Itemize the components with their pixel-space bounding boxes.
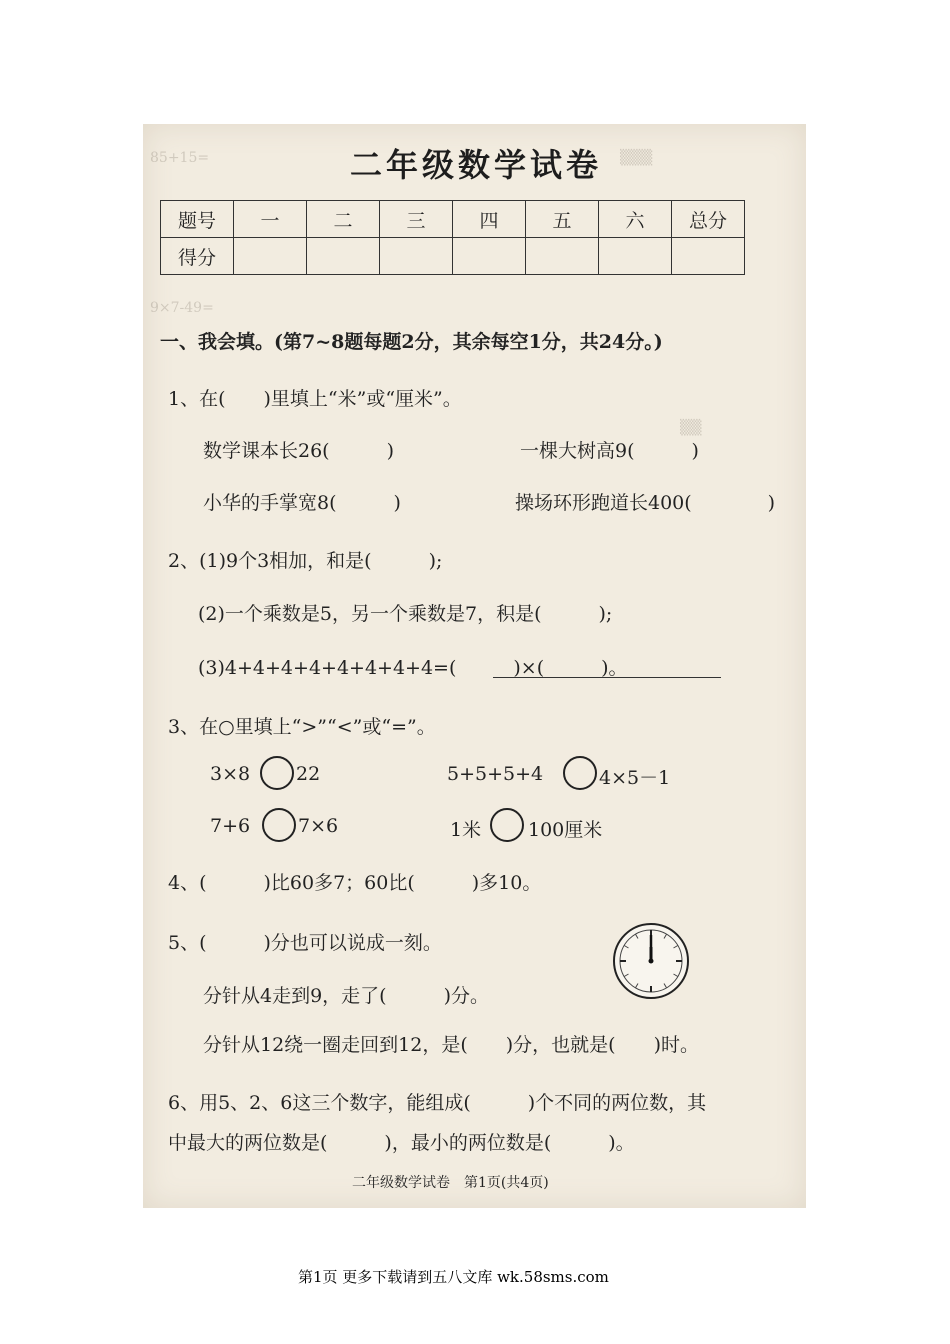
score-table-score-row [161,238,745,275]
compare-circle[interactable] [490,808,524,842]
score-cell[interactable] [380,238,453,275]
question-5a: 分针从4走到9，走了( )分。 [203,985,490,1007]
question-6-line1: 6、用5、2、6这三个数字，能组成( )个不同的两位数，其 [168,1092,707,1114]
compare-3d-right: 100厘米 [528,819,603,841]
question-4: 4、( )比60多7；60比( )多10。 [168,872,542,894]
compare-3c-left: 7+6 [210,815,251,837]
compare-3b-left: 5+5+5+4 [447,763,544,785]
clock-icon [612,922,690,1000]
compare-3b-right: 4×5－1 [599,767,671,789]
question-2-part1: 2、(1)9个3相加，和是( ); [168,550,443,572]
compare-3a-left: 3×8 [210,763,251,785]
question-1c: 小华的手掌宽8( ) [203,492,401,514]
bleed-through-mark: 85+15= [150,150,210,166]
question-2-part2: (2)一个乘数是5，另一个乘数是7，积是( ); [198,603,613,625]
score-cell[interactable] [672,238,745,275]
compare-3c-right: 7×6 [298,815,339,837]
score-header-cell: 一 [234,201,307,238]
score-header-cell: 题号 [161,201,234,238]
score-cell[interactable] [526,238,599,275]
score-cell[interactable] [599,238,672,275]
question-6-line2: 中最大的两位数是( )，最小的两位数是( )。 [168,1132,635,1154]
question-5: 5、( )分也可以说成一刻。 [168,932,442,954]
question-1a: 数学课本长26( ) [203,440,395,462]
bleed-through-mark: ▒▒▒ [620,150,653,166]
score-cell[interactable] [307,238,380,275]
score-header-cell: 二 [307,201,380,238]
answer-underline [493,677,721,678]
section-heading: 一、我会填。(第7~8题每题2分，其余每空1分，共24分。) [160,331,663,353]
score-header-cell: 总分 [672,201,745,238]
score-header-cell: 四 [453,201,526,238]
bleed-through-mark: ▒▒ [680,420,702,436]
score-header-cell: 三 [380,201,453,238]
compare-3a-right: 22 [296,763,321,785]
score-table [160,200,745,275]
compare-circle[interactable] [262,808,296,842]
compare-circle[interactable] [563,756,597,790]
score-row-label: 得分 [161,238,234,275]
question-3: 3、在○里填上“>”“<”或“=”。 [168,716,436,738]
score-cell[interactable] [234,238,307,275]
score-cell[interactable] [453,238,526,275]
score-header-cell: 六 [599,201,672,238]
question-1b: 一棵大树高9( ) [520,440,699,462]
question-2-part3: (3)4+4+4+4+4+4+4+4=( )×( )。 [198,657,628,679]
compare-3d-left: 1米 [450,819,482,841]
compare-circle[interactable] [260,756,294,790]
bleed-through-mark: 9×7-49= [150,300,214,316]
page-title: 二年级数学试卷 [350,146,603,184]
download-footer: 第1页 更多下载请到五八文库 wk.58sms.com [298,1268,609,1286]
question-1: 1、在( )里填上“米”或“厘米”。 [168,388,462,410]
page-number-footer: 二年级数学试卷 第1页(共4页) [352,1175,549,1191]
question-1d: 操场环形跑道长400( ) [515,492,776,514]
question-5b: 分针从12绕一圈走回到12，是( )分，也就是( )时。 [203,1034,700,1056]
score-table-header-row [161,201,745,238]
score-header-cell: 五 [526,201,599,238]
